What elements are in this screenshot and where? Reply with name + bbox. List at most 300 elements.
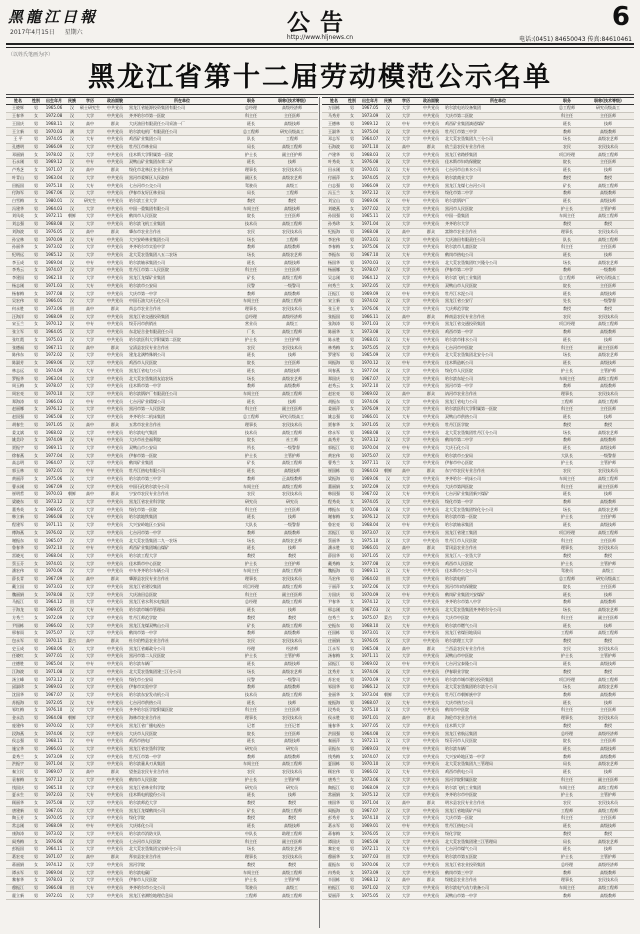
table-row	[322, 290, 634, 298]
unit-cell: 鸡西市热电厂	[128, 737, 236, 745]
political-cell: 中共党员	[102, 189, 128, 197]
education-cell: 大学	[394, 552, 418, 560]
table-row	[322, 583, 634, 591]
column-header-position: 职务	[552, 98, 582, 105]
page-number: 6	[611, 2, 630, 32]
political-cell: 中共党员	[418, 730, 444, 738]
column-header-gender: 性别	[32, 98, 40, 103]
ethnicity-cell: 汉	[66, 290, 78, 298]
education-cell: 大学	[78, 645, 102, 653]
political-cell: 中共党员	[102, 105, 128, 113]
column-divider	[319, 97, 320, 928]
gender-cell: 男	[346, 429, 358, 437]
ethnicity-cell: 汉	[66, 568, 78, 576]
title-cell: 高级工程师	[266, 892, 318, 900]
birth-cell: 1978.07	[358, 267, 382, 275]
unit-cell: 大庆石化公司	[444, 444, 552, 452]
name-cell: 霍振东	[322, 861, 346, 869]
ethnicity-cell: 汉	[66, 259, 78, 267]
gender-cell: 男	[346, 151, 358, 159]
education-cell: 高中	[78, 575, 102, 583]
gender-cell: 女	[30, 799, 42, 807]
gender-cell: 男	[30, 398, 42, 406]
title-cell: 教授	[582, 174, 634, 182]
name-cell: 段秀英	[322, 707, 346, 715]
position-cell: 班长	[552, 166, 582, 174]
gender-cell: 男	[346, 822, 358, 830]
political-cell: 中共党员	[102, 290, 128, 298]
political-cell: 中共党员	[102, 390, 128, 398]
ethnicity-cell: 汉	[382, 490, 394, 498]
name-cell: 王立新	[6, 128, 30, 136]
ethnicity-cell: 汉	[66, 382, 78, 390]
table-row	[322, 653, 634, 661]
position-cell: 教师	[552, 599, 582, 607]
name-cell: 赵国强	[6, 413, 30, 421]
ethnicity-cell: 汉	[66, 182, 78, 190]
gender-cell: 男	[30, 791, 42, 799]
table-row	[322, 189, 634, 197]
gender-cell: 女	[346, 653, 358, 661]
ethnicity-cell: 汉	[382, 722, 394, 730]
gender-cell: 女	[30, 382, 42, 390]
gender-cell: 男	[346, 228, 358, 236]
birth-cell: 1971.07	[42, 166, 66, 174]
table-row	[6, 691, 318, 699]
position-cell: 班长	[236, 699, 266, 707]
ethnicity-cell: 汉	[66, 112, 78, 120]
gender-cell: 女	[346, 367, 358, 375]
gender-cell: 女	[346, 583, 358, 591]
title-cell: 主任医师	[266, 112, 318, 120]
title-cell: 高级工程师	[266, 328, 318, 336]
position-cell: 科主任	[552, 815, 582, 823]
ethnicity-cell: 汉	[382, 737, 394, 745]
table-row	[322, 768, 634, 776]
position-cell: 班长	[236, 514, 266, 522]
political-cell: 中共党员	[418, 135, 444, 143]
ethnicity-cell: 汉	[382, 676, 394, 684]
unit-cell: 齐齐哈尔市第一医院	[128, 112, 236, 120]
birth-cell: 1970.12	[42, 321, 66, 329]
unit-cell: 牡丹江市第一中学	[128, 753, 236, 761]
ethnicity-cell: 汉	[66, 267, 78, 275]
birth-cell: 1963.04	[42, 174, 66, 182]
gender-cell: 男	[30, 660, 42, 668]
political-cell: 群众	[418, 467, 444, 475]
unit-cell: 哈尔滨电碳厂	[128, 869, 236, 877]
education-cell: 大学	[394, 421, 418, 429]
ethnicity-cell: 汉	[382, 599, 394, 607]
unit-cell: 黑龙江省路桥集团	[444, 151, 552, 159]
political-cell: 中共党员	[102, 220, 128, 228]
unit-cell: 伊春市实验中学	[128, 683, 236, 691]
political-cell: 中共党员	[418, 174, 444, 182]
birth-cell: 1980.01	[42, 197, 66, 205]
table-row	[6, 259, 318, 267]
birth-cell: 1966.01	[358, 544, 382, 552]
ethnicity-cell: 朝鲜	[68, 491, 76, 497]
political-cell: 中共党员	[102, 761, 128, 769]
table-row	[6, 799, 318, 807]
ethnicity-cell: 汉	[382, 568, 394, 576]
position-cell: 教授	[552, 722, 582, 730]
table-row	[6, 791, 318, 799]
gender-cell: 男	[30, 120, 42, 128]
name-cell: 刘海波	[6, 228, 30, 236]
position-cell: 护士长	[552, 205, 582, 213]
education-cell: 大学	[78, 359, 102, 367]
political-cell: 中共党员	[418, 213, 444, 221]
unit-cell: 双鸭山市人民医院	[444, 282, 552, 290]
ethnicity-cell: 汉	[382, 112, 394, 120]
name-cell: 金永浩	[6, 714, 30, 722]
political-cell: 中共党员	[418, 691, 444, 699]
birth-cell: 1968.01	[358, 336, 382, 344]
position-cell: 车间主任	[236, 205, 266, 213]
table-row	[322, 544, 634, 552]
education-cell: 大学	[394, 637, 418, 645]
table-row	[322, 776, 634, 784]
website-url[interactable]: http://www.hljnews.cn	[286, 34, 354, 41]
ethnicity-cell: 汉	[66, 683, 78, 691]
ethnicity-cell: 汉	[382, 189, 394, 197]
education-cell: 中专	[394, 521, 418, 529]
education-cell: 大学	[394, 305, 418, 313]
table-row	[6, 128, 318, 136]
education-cell: 大学	[394, 761, 418, 769]
position-cell: 驾驶员	[552, 568, 582, 576]
position-cell: 车间主任	[552, 784, 582, 792]
gender-cell: 男	[30, 251, 42, 259]
title-cell: 高级工程师	[266, 483, 318, 491]
table-row	[6, 166, 318, 174]
table-row	[6, 714, 318, 722]
birth-cell: 1974.06	[358, 398, 382, 406]
unit-cell: 黑龙江省建设集团	[128, 583, 236, 591]
position-cell: 教师	[552, 128, 582, 136]
birth-cell: 1971.10	[358, 143, 382, 151]
unit-cell: 哈尔滨电站设备集团	[444, 105, 552, 113]
birth-cell: 1967.01	[42, 807, 66, 815]
unit-cell: 黑河市第一人民医院	[128, 406, 236, 414]
political-cell: 群众	[418, 544, 444, 552]
education-cell: 高中	[394, 143, 418, 151]
title-cell: 主任医师	[582, 583, 634, 591]
political-cell: 中共党员	[418, 838, 444, 846]
unit-cell: 哈尔滨市公安局	[128, 282, 236, 290]
name-cell: 周春燕	[322, 367, 346, 375]
gender-cell: 女	[346, 753, 358, 761]
political-cell: 中共党员	[418, 622, 444, 630]
table-row	[322, 436, 634, 444]
title-cell: 农民技术员	[582, 544, 634, 552]
name-cell: 陶振江	[322, 784, 346, 792]
education-cell: 大学	[394, 830, 418, 838]
name-cell: 史玉成	[6, 645, 30, 653]
table-row	[6, 197, 318, 205]
unit-cell: 鹤岗市第一中学	[128, 629, 236, 637]
table-row	[322, 490, 634, 498]
table-row	[322, 483, 634, 491]
ethnicity-cell: 汉	[382, 120, 394, 128]
education-cell: 中专	[78, 822, 102, 830]
birth-cell: 1968.10	[358, 622, 382, 630]
name-cell: 张玉芳	[322, 305, 346, 313]
name-cell: 任晓红	[6, 653, 30, 661]
unit-cell: 哈尔滨工程大学	[128, 552, 236, 560]
birth-cell: 1976.05	[42, 228, 66, 236]
name-cell: 张立军	[6, 328, 30, 336]
political-cell: 中共党员	[418, 452, 444, 460]
column-header-birth: 出生年月	[358, 98, 382, 105]
table-row	[322, 514, 634, 522]
name-cell: 辛国栋	[322, 876, 346, 884]
name-cell: 陈永胜	[322, 336, 346, 344]
unit-cell: 齐齐哈尔一机床公司	[444, 475, 552, 483]
position-cell: 护士长	[552, 560, 582, 568]
birth-cell: 1973.09	[358, 112, 382, 120]
gender-cell: 男	[30, 568, 42, 576]
ethnicity-cell: 汉	[66, 367, 78, 375]
title-cell: 农民技术员	[266, 490, 318, 498]
table-row	[322, 460, 634, 468]
table-row	[322, 367, 634, 375]
title-cell: 技师	[266, 398, 318, 406]
political-cell: 群众	[102, 768, 128, 776]
education-cell: 大学	[394, 776, 418, 784]
ethnicity-cell: 汉	[66, 444, 78, 452]
education-cell: 中专	[394, 290, 418, 298]
education-cell: 大学	[78, 691, 102, 699]
unit-cell: 哈尔滨飞机工业集团	[128, 220, 236, 228]
unit-cell: 哈尔滨车辆厂	[444, 745, 552, 753]
gender-cell: 女	[30, 151, 42, 159]
table-row	[6, 552, 318, 560]
gender-cell: 男	[346, 251, 358, 259]
unit-cell: 伊春市友好区林业局	[128, 189, 236, 197]
position-cell: 矿长	[552, 182, 582, 190]
position-cell: 科主任	[552, 707, 582, 715]
gender-cell: 女	[346, 498, 358, 506]
education-cell: 大学	[78, 714, 102, 722]
gender-cell: 男	[30, 822, 42, 830]
education-cell: 大学	[394, 722, 418, 730]
education-cell: 高中	[394, 467, 418, 475]
political-cell: 中共党员	[102, 506, 128, 514]
gender-cell: 男	[346, 105, 358, 113]
position-cell: 护士长	[236, 653, 266, 661]
political-cell: 中共党员	[102, 653, 128, 661]
political-cell: 中共党员	[418, 791, 444, 799]
birth-cell: 1976.02	[42, 529, 66, 537]
position-cell: 教师	[552, 436, 582, 444]
gender-cell: 男	[346, 506, 358, 514]
title-cell: 主任医师	[582, 707, 634, 715]
ethnicity-cell: 汉	[66, 452, 78, 460]
name-cell: 方秀兰	[6, 614, 30, 622]
position-cell: 护士长	[552, 853, 582, 861]
birth-cell: 1973.02	[42, 830, 66, 838]
title-cell: 农民技术员	[582, 799, 634, 807]
table-row	[322, 722, 634, 730]
position-cell: 班长	[552, 251, 582, 259]
gender-cell: 女	[346, 791, 358, 799]
political-cell: 中共党员	[102, 467, 128, 475]
name-cell: 郑国庆	[322, 375, 346, 383]
position-cell: 班长	[552, 413, 582, 421]
title-cell: 高级农艺师	[266, 251, 318, 259]
name-cell: 罗振华	[6, 375, 30, 383]
unit-cell: 哈尔滨电机厂	[444, 575, 552, 583]
title-cell: 技师	[582, 591, 634, 599]
contact-info	[519, 34, 632, 43]
gender-cell: 男	[346, 568, 358, 576]
table-row	[322, 375, 634, 383]
name-cell: 李玉成	[6, 259, 30, 267]
ethnicity-cell: 汉	[382, 591, 394, 599]
ethnicity-cell: 汉	[382, 336, 394, 344]
political-cell: 中共党员	[418, 182, 444, 190]
gender-cell: 女	[30, 406, 42, 414]
unit-cell: 大庆市第二医院	[444, 112, 552, 120]
gender-cell: 男	[30, 182, 42, 190]
name-cell: 贾振宇	[6, 444, 30, 452]
ethnicity-cell: 汉	[66, 313, 78, 321]
birth-cell: 1972.02	[42, 352, 66, 360]
gender-cell: 男	[30, 521, 42, 529]
education-cell: 中专	[78, 321, 102, 329]
name-cell: 秦立民	[6, 768, 30, 776]
gender-cell: 女	[30, 683, 42, 691]
education-cell: 大学	[394, 159, 418, 167]
gender-cell: 男	[346, 274, 358, 282]
title-cell: 主管护师	[266, 653, 318, 661]
gender-cell: 女	[346, 560, 358, 568]
birth-cell: 1967.03	[358, 606, 382, 614]
position-cell: 理事长	[552, 228, 582, 236]
education-cell: 大学	[78, 452, 102, 460]
table-row	[6, 375, 318, 383]
name-cell: 程秀英	[322, 498, 346, 506]
unit-cell: 望奎县农民专业合作社	[128, 768, 236, 776]
political-cell: 中共党员	[418, 699, 444, 707]
position-cell: 车间主任	[552, 375, 582, 383]
ethnicity-cell: 汉	[66, 761, 78, 769]
position-cell: 项目经理	[552, 321, 582, 329]
education-cell: 大学	[78, 382, 102, 390]
ethnicity-cell: 汉	[66, 174, 78, 182]
title-cell: 主管护师	[582, 367, 634, 375]
ethnicity-cell: 汉	[382, 267, 394, 275]
gender-cell: 女	[346, 776, 358, 784]
ethnicity-cell: 汉	[66, 344, 78, 352]
title-cell: 高级农艺师	[582, 135, 634, 143]
name-cell: 王淑华	[322, 128, 346, 136]
education-cell: 大学	[394, 282, 418, 290]
name-cell: 冉秀英	[322, 869, 346, 877]
ethnicity-cell: 汉	[66, 390, 78, 398]
name-cell: 李振东	[322, 251, 346, 259]
name-cell: 袁振东	[322, 745, 346, 753]
table-row	[6, 436, 318, 444]
gender-cell: 女	[346, 436, 358, 444]
political-cell: 中共党员	[102, 213, 128, 221]
birth-cell: 1968.09	[42, 822, 66, 830]
name-cell: 穆振江	[6, 884, 30, 892]
unit-cell: 大兴安岭林业集团公司	[128, 236, 236, 244]
name-cell: 潘宏伟	[6, 568, 30, 576]
birth-cell: 1969.03	[42, 683, 66, 691]
unit-cell: 北大荒农垦集团绥化分公司	[444, 506, 552, 514]
gender-cell: 男	[30, 421, 42, 429]
gender-cell: 女	[30, 861, 42, 869]
unit-cell: 牡丹江医学院	[444, 421, 552, 429]
birth-cell: 1975.06	[42, 475, 66, 483]
education-cell: 大学	[78, 799, 102, 807]
birth-cell: 1969.06	[358, 197, 382, 205]
education-cell: 大学	[394, 213, 418, 221]
ethnicity-cell: 汉	[66, 205, 78, 213]
birth-cell: 1977.03	[358, 853, 382, 861]
political-cell: 中共党员	[418, 290, 444, 298]
position-cell: 班长	[552, 336, 582, 344]
birth-cell: 1968.11	[42, 120, 66, 128]
table-row	[322, 745, 634, 753]
education-cell: 中专	[78, 737, 102, 745]
title-cell: 主任护师	[266, 336, 318, 344]
title-cell: 高级农艺师	[266, 537, 318, 545]
education-cell: 大学	[78, 243, 102, 251]
name-cell: 夏国栋	[322, 761, 346, 769]
birth-cell: 1964.07	[358, 135, 382, 143]
education-cell: 大学	[394, 707, 418, 715]
ethnicity-cell: 汉	[66, 197, 78, 205]
name-cell: 孙国强	[322, 213, 346, 221]
title-cell: 高级工程师	[582, 529, 634, 537]
ethnicity-cell: 满	[66, 128, 78, 136]
name-cell: 鲁春华	[6, 544, 30, 552]
ethnicity-cell: 汉	[66, 846, 78, 854]
political-cell: 中共党员	[102, 691, 128, 699]
table-row	[6, 151, 318, 159]
gender-cell: 男	[30, 228, 42, 236]
title-cell: 副主任医师	[582, 344, 634, 352]
position-cell: 护士长	[552, 653, 582, 661]
ethnicity-cell: 汉	[382, 205, 394, 213]
ethnicity-cell: 朝鲜	[68, 715, 76, 721]
unit-cell: 哈尔滨师范大学	[128, 799, 236, 807]
birth-cell: 1970.01	[358, 166, 382, 174]
name-cell: 蒋春梅	[322, 830, 346, 838]
table-row	[6, 460, 318, 468]
political-cell: 中共党员	[102, 444, 128, 452]
ethnicity-cell: 汉	[382, 498, 394, 506]
table-header-row	[6, 98, 318, 105]
education-cell: 大专	[78, 514, 102, 522]
education-cell: 大学	[394, 274, 418, 282]
table-row	[322, 761, 634, 769]
gender-cell: 男	[30, 784, 42, 792]
unit-cell: 绥芬河市人民医院	[444, 737, 552, 745]
unit-cell: 绥棱县农业合作社	[444, 876, 552, 884]
education-cell: 大学	[78, 869, 102, 877]
title-cell: 高级工程师	[266, 297, 318, 305]
name-cell: 钱秀梅	[322, 753, 346, 761]
position-cell: 农民	[236, 768, 266, 776]
political-cell: 中共党员	[418, 807, 444, 815]
unit-cell: 佳木斯电机股份公司	[128, 791, 236, 799]
